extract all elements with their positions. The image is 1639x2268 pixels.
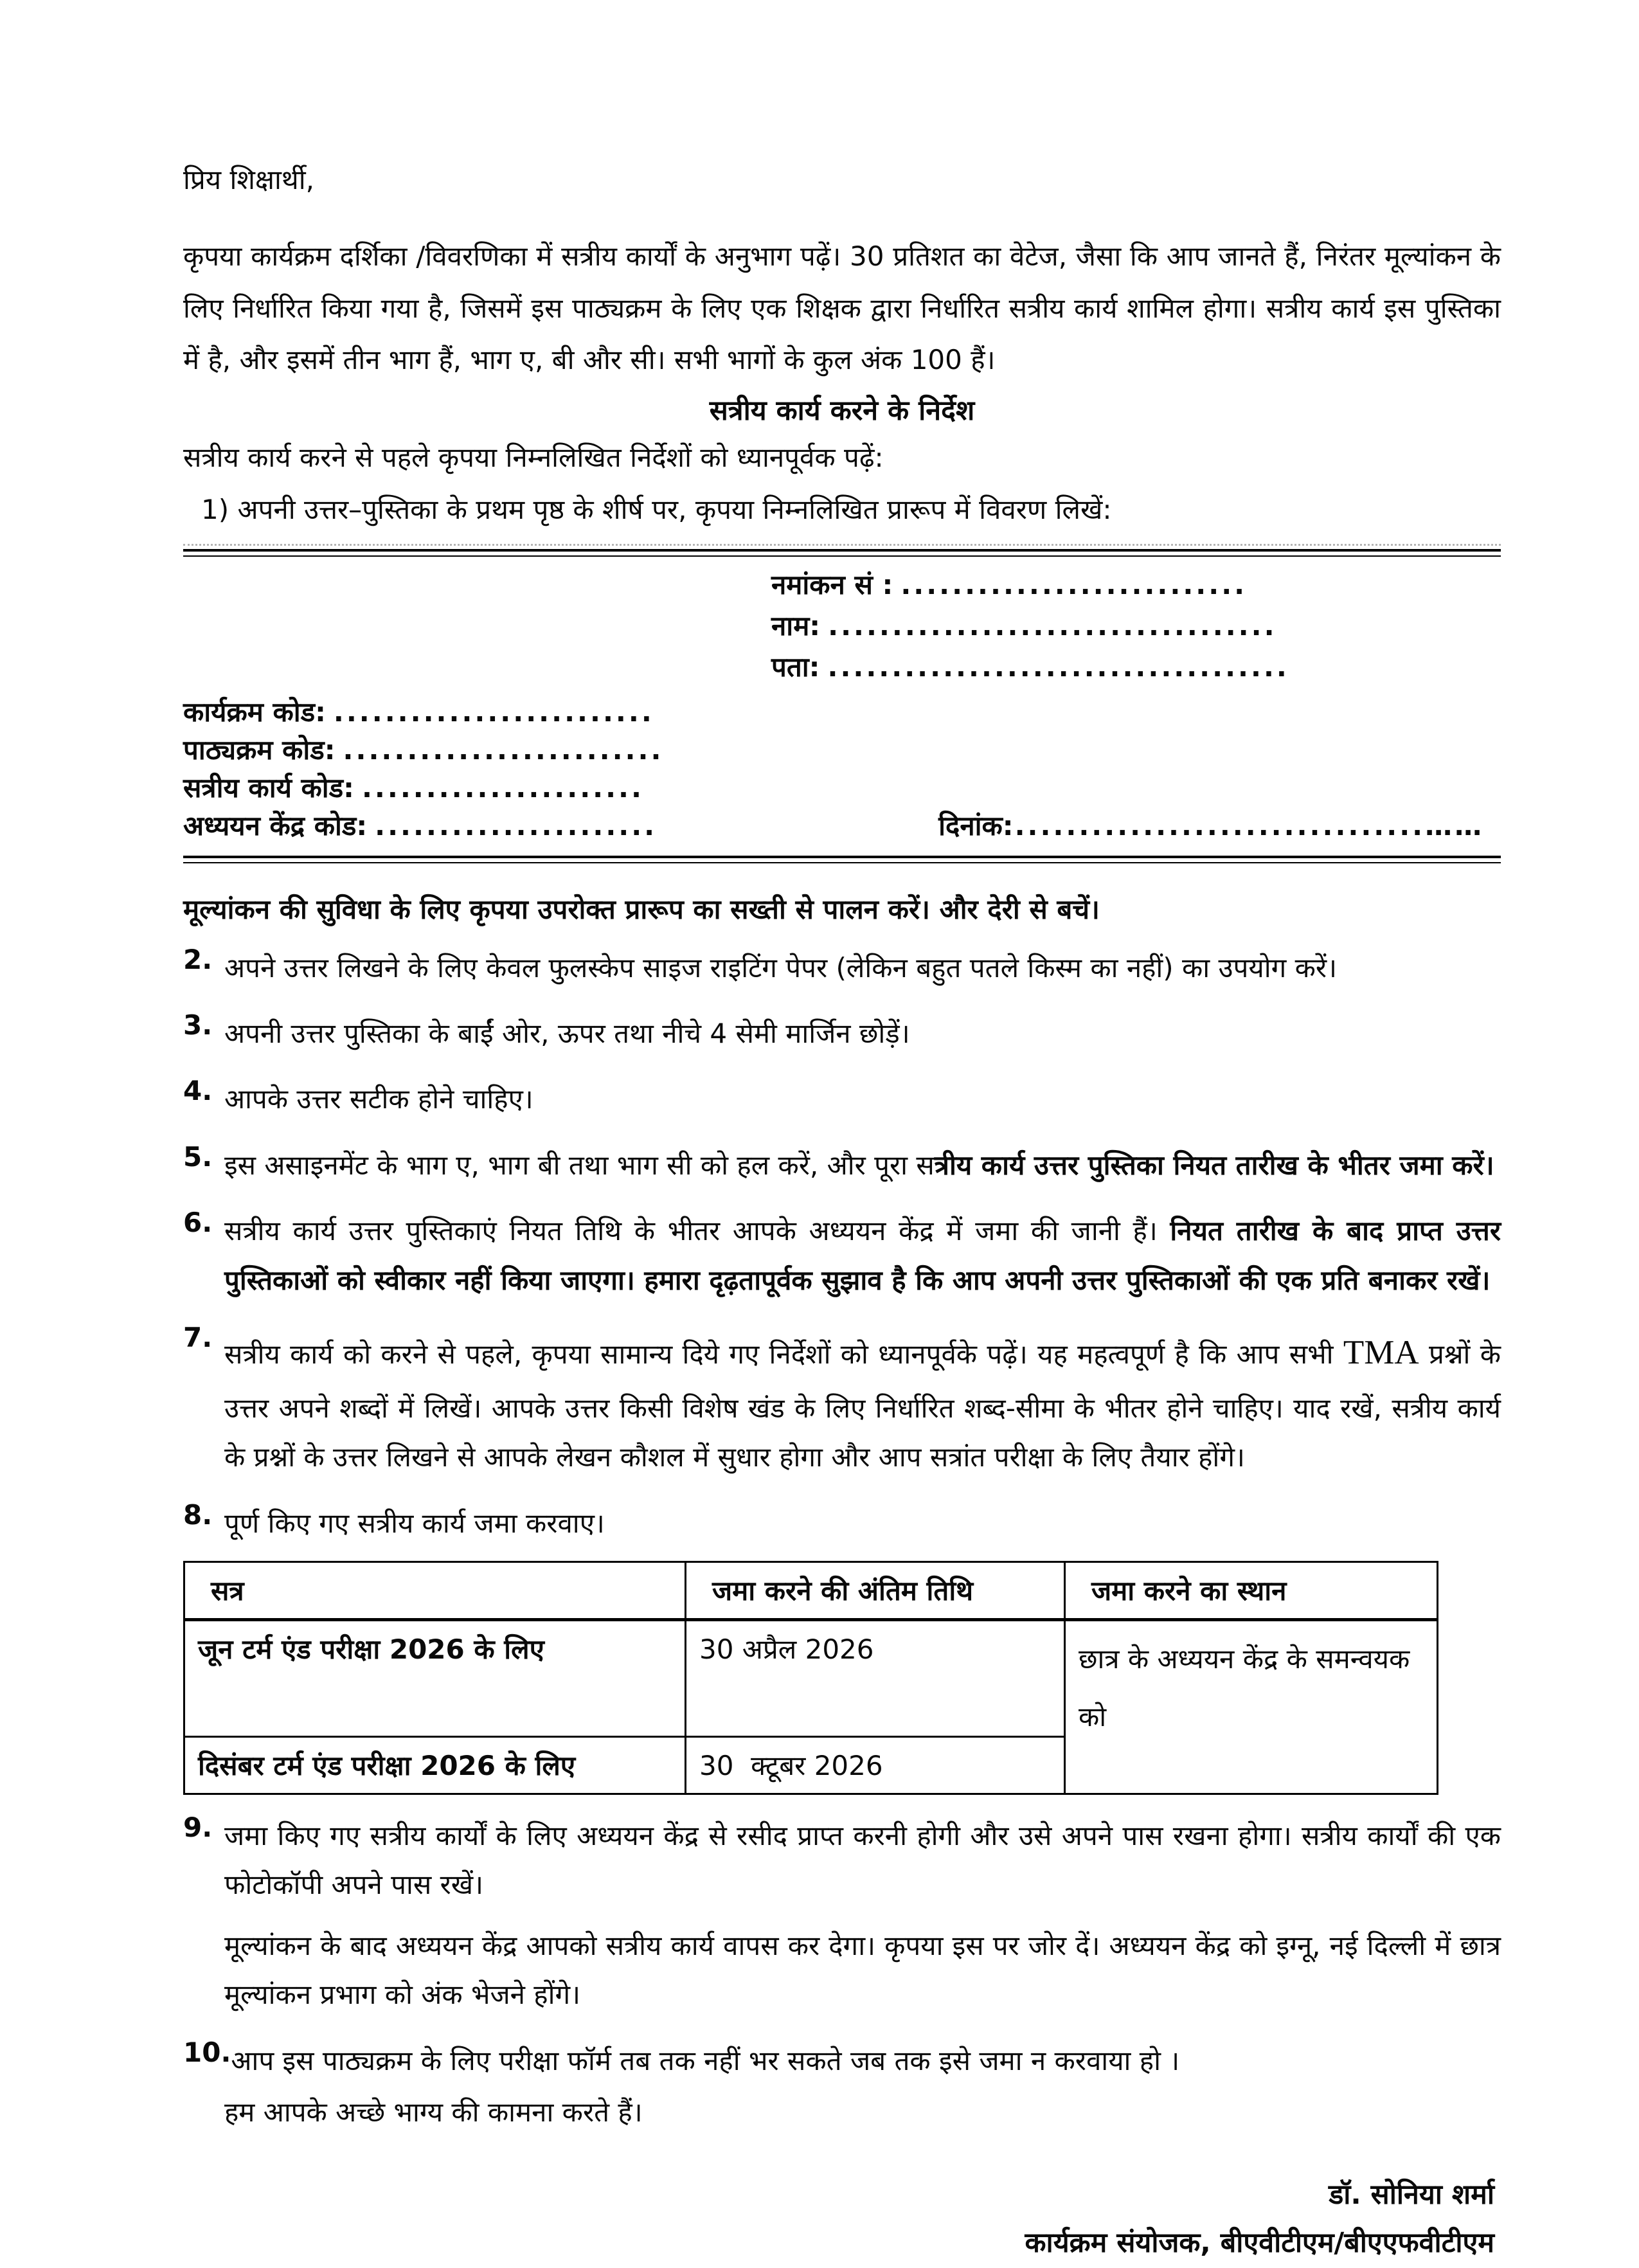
item-number: 8. [183, 1498, 213, 1531]
enrollment-dots: ........................... [900, 568, 1248, 600]
list-item-5 [183, 1141, 1501, 1190]
date-cell: 30 अप्रैल 2026 [686, 1619, 1065, 1736]
section-title: सत्रीय कार्य करने के निर्देश [709, 394, 975, 427]
item-text-bold: त्रीय कार्य उत्तर पुस्तिका नियत तारीख के भीतर जमा करें। [934, 1149, 1494, 1181]
item-text [224, 1322, 1501, 1482]
item-text: पूर्ण किए गए सत्रीय कार्य जमा करवाए। [224, 1507, 605, 1539]
address-field [771, 647, 1501, 688]
date-cell: 30 क्टूबर 2026 [686, 1736, 1065, 1794]
item-number: 10. [183, 2036, 231, 2068]
signature-block [183, 2171, 1501, 2268]
date-field [938, 807, 1484, 845]
instruction-step-1: 1) अपनी उत्तर–पुस्तिका के प्रथम पृष्ठ के शीर्ष पर, कृपया निम्नलिखित प्रारूप में विवरण लिखें: [201, 493, 1112, 525]
good-luck-line: हम आपके अच्छे भाग्य की कामना करते हैं। [224, 2096, 643, 2128]
item-text: जमा किए गए सत्रीय कार्यों के लिए अध्ययन केंद्र से रसीद प्राप्त करनी होगी और उसे अपने पास रखना होगा। सत्रीय कार्यों की एक फोटोकॉपी अपने पास रखें। [224, 1819, 1501, 1901]
column-header-place: जमा करने का स्थान [1065, 1562, 1438, 1619]
item-number: 6. [183, 1207, 213, 1239]
item-9-continuation: मूल्यांकन के बाद अध्ययन केंद्र आपको सत्रीय कार्य वापस कर देगा। कृपया इस पर जोर दें। अध्ययन केंद्र को इग्नू, नई दिल्ली में छात्र मूल्यांकन प्रभाग को अंक भेजने होंगे। [224, 1929, 1501, 2011]
item-number: 9. [183, 1811, 213, 1843]
date-dots: ................................…… [1014, 809, 1485, 842]
programme-code-label: कार्यक्रम कोड: [183, 696, 326, 728]
item-text-normal: इस असाइनमेंट के भाग ए, भाग बी तथा भाग सी को हल करें, और पूरा स [224, 1149, 935, 1181]
table-header-row [184, 1562, 1438, 1619]
item-number: 7. [183, 1322, 213, 1354]
column-header-last-date: जमा करने की अंतिम तिथि [686, 1562, 1065, 1619]
submission-schedule-table [183, 1561, 1438, 1795]
dotted-divider [183, 544, 1501, 546]
enrollment-label: नमांकन सं : [771, 568, 893, 600]
intro-paragraph: कृपया कार्यक्रम दर्शिका /विवरणिका में सत्रीय कार्यों के अनुभाग पढ़ें। 30 प्रतिशत का वेटेज, जैसा कि आप जानते हैं, निरंतर मूल्यांकन के लिए निर्धारित किया गया है, जिसमें इस पाठ्यक्रम के लिए एक शिक्षक द्वारा निर्धारित सत्रीय कार्य शामिल होगा। सत्रीय कार्य इस पुस्तिका में है, और इसमें तीन भाग हैं, भाग ए, बी और सी। सभी भागों के कुल अंक 100 हैं। [183, 240, 1501, 376]
programme-code-field [183, 694, 1501, 732]
name-dots: ................................... [828, 609, 1277, 642]
strict-format-note: मूल्यांकन की सुविधा के लिए कृपया उपरोक्त प्रारूप का सख्ती से पालन करें। और देरी से बचें। [183, 893, 1100, 925]
double-rule-bottom [183, 856, 1501, 863]
item-text [224, 1207, 1501, 1305]
address-label: पता: [771, 651, 820, 683]
list-item-9 [183, 1812, 1501, 1910]
programme-code-dots: ......................... [333, 696, 654, 728]
assignment-code-field [183, 770, 1501, 807]
item-text-normal: सत्रीय कार्य उत्तर पुस्तिकाएं नियत तिथि के भीतर आपके अध्ययन केंद्र में जमा की जानी हैं। [224, 1215, 1170, 1247]
item-text: आपके उत्तर सटीक होने चाहिए। [224, 1083, 533, 1115]
item-number: 4. [183, 1075, 213, 1107]
greeting: प्रिय शिक्षार्थी, [183, 164, 314, 195]
tma-abbreviation: TMA [1343, 1334, 1419, 1372]
item-text [224, 1141, 1501, 1190]
address-dots: .................................... [827, 651, 1289, 683]
assignment-code-dots: ...................... [361, 771, 644, 804]
list-item-3 [183, 1009, 1501, 1058]
session-cell: दिसंबर टर्म एंड परीक्षा 2026 के लिए [184, 1736, 686, 1794]
item-text: अपने उत्तर लिखने के लिए केवल फुलस्केप साइज राइटिंग पेपर (लेकिन बहुत पतले किस्म का नहीं) का उपयोग करें। [224, 951, 1337, 984]
item-text-normal: सत्रीय कार्य को करने से पहले, कृपया सामान्य दिये गए निर्देशों को ध्यानपूर्वके पढ़ें। यह महत्वपूर्ण है कि आप सभी [224, 1338, 1343, 1371]
session-cell: जून टर्म एंड परीक्षा 2026 के लिए [184, 1619, 686, 1736]
item-number: 5. [183, 1140, 213, 1173]
signature-title: कार्यक्रम संयोजक, बीएवीटीएम/बीएएफवीटीएम [1025, 2227, 1494, 2260]
list-item-4 [183, 1075, 1501, 1124]
course-code-field [183, 732, 1501, 770]
list-item-2 [183, 944, 1501, 993]
place-cell: छात्र के अध्ययन केंद्र के समन्वयक को [1065, 1619, 1438, 1794]
list-item-7 [183, 1322, 1501, 1482]
name-label: नाम: [771, 609, 821, 642]
enrollment-field [771, 564, 1501, 606]
double-rule-top [183, 549, 1501, 557]
answer-sheet-header-fields [771, 564, 1501, 687]
table-row [184, 1619, 1438, 1736]
item-text-normal: प्रश्नों के उत्तर अपने शब्दों में लिखें। आपके उत्तर किसी विशेष खंड के लिए निर्धारित शब्द-सीमा के भीतर होने चाहिए। याद रखें, सत्रीय कार्य के प्रश्नों के उत्तर लिखने से आपके लेखन कौशल में सुधार होगा और आप सत्रांत परीक्षा के लिए तैयार होंगे। [224, 1338, 1501, 1473]
study-centre-code-label: अध्ययन केंद्र कोड: [183, 809, 368, 842]
study-centre-code-dots: ...................... [375, 809, 658, 842]
pre-instructions-note: सत्रीय कार्य करने से पहले कृपया निम्नलिखित निर्देशों को ध्यानपूर्वक पढ़ें: [183, 441, 884, 473]
code-fields [183, 694, 1501, 845]
name-field [771, 606, 1501, 647]
study-centre-and-date-row [183, 807, 1501, 845]
item-number: 3. [183, 1009, 213, 1041]
study-centre-code-field [183, 807, 657, 845]
assignment-code-label: सत्रीय कार्य कोड: [183, 771, 354, 804]
instructions-list [183, 944, 1501, 2130]
item-text-bold: नियत तारीख के बाद प्राप्त उत्तर पुस्तिकाओं को स्वीकार नहीं किया जाएगा। हमारा दृढ़तापूर्वक सुझाव है कि आप अपनी उत्तर पुस्तिकाओं की एक प्रति बनाकर रखें। [224, 1215, 1501, 1296]
list-item-8 [183, 1499, 1501, 1548]
list-item-10 [183, 2037, 1501, 2085]
course-code-dots: ......................... [343, 734, 664, 766]
list-item-6 [183, 1207, 1501, 1305]
column-header-session: सत्र [184, 1562, 686, 1619]
item-text: अपनी उत्तर पुस्तिका के बाईं ओर, ऊपर तथा नीचे 4 सेमी मार्जिन छोड़ें। [224, 1017, 910, 1049]
item-number: 2. [183, 943, 213, 975]
signature-name: डॉ. सोनिया शर्मा [1329, 2179, 1494, 2211]
date-label: दिनांक: [938, 809, 1014, 842]
course-code-label: पाठ्यक्रम कोड: [183, 734, 336, 766]
item-text: आप इस पाठ्यक्रम के लिए परीक्षा फॉर्म तब तक नहीं भर सकते जब तक इसे जमा न करवाया हो । [231, 2044, 1180, 2076]
